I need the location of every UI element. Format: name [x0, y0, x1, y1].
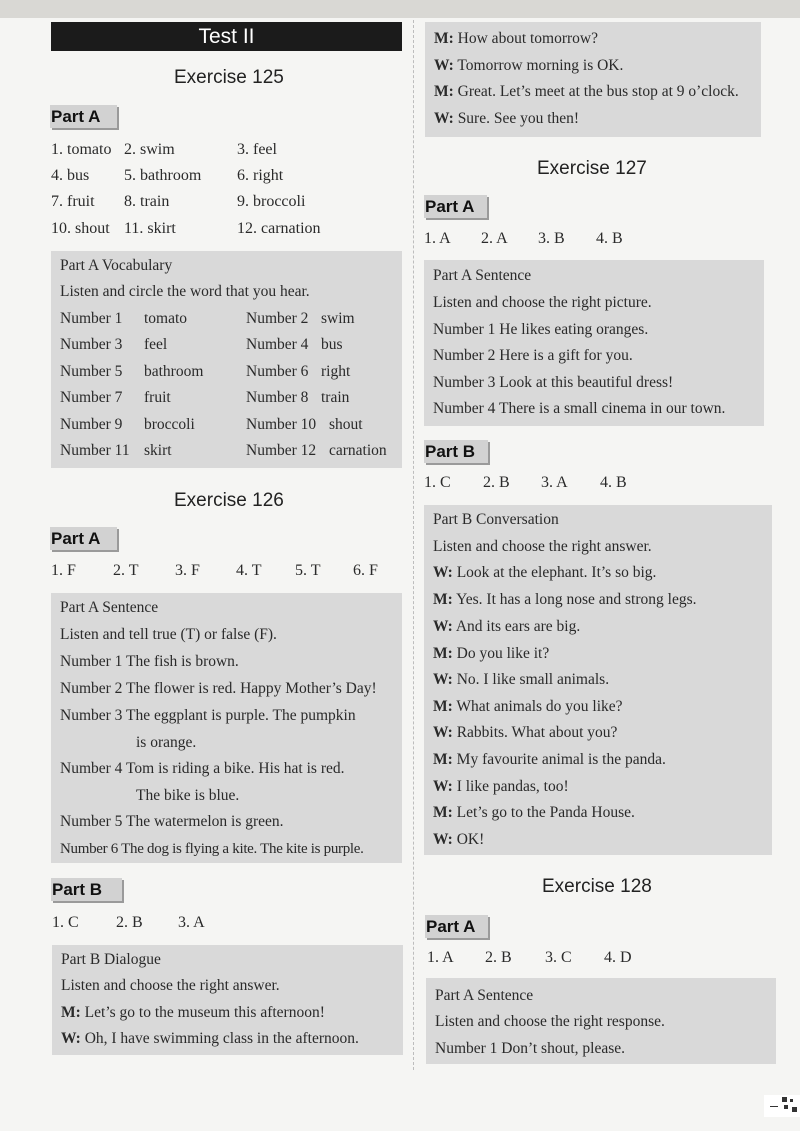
- box-instruction: Listen and tell true (T) or false (F).: [60, 626, 277, 643]
- answer: 2. B: [483, 474, 510, 491]
- exercise-128-heading: Exercise 128: [542, 876, 652, 897]
- sentence-line: Number 2 Here is a gift for you.: [433, 347, 633, 364]
- item-number: Number 1: [60, 310, 123, 327]
- sentence-line: Number 4 There is a small cinema in our town.: [433, 400, 726, 417]
- qr-code-icon: [764, 1095, 800, 1117]
- box-instruction: Listen and choose the right response.: [435, 1013, 665, 1030]
- dialogue-text: OK!: [456, 831, 485, 848]
- item-number: Number 4: [246, 336, 309, 353]
- answer: 5. T: [295, 562, 321, 579]
- answer: 6. F: [353, 562, 378, 579]
- answer: 1. tomato: [51, 141, 112, 158]
- sentence-line: Number 2 The flower is red. Happy Mother’s Day!: [60, 680, 377, 697]
- answer: 1. C: [52, 914, 79, 931]
- answer: 3. B: [538, 230, 565, 247]
- item-number: Number 9: [60, 416, 123, 433]
- ex125-part-a-label: Part A: [50, 105, 117, 128]
- dialogue-text: Look at the elephant. It’s so big.: [456, 564, 657, 581]
- exercise-125-heading: Exercise 125: [174, 67, 284, 88]
- sentence-line: Number 3 The eggplant is purple. The pumpkin: [60, 707, 356, 724]
- dialogue-text: Great. Let’s meet at the bus stop at 9 o’clock.: [457, 83, 739, 100]
- answer: 1. A: [427, 949, 454, 966]
- exercise-127-heading: Exercise 127: [537, 158, 647, 179]
- item-word: swim: [321, 310, 355, 327]
- speaker: M:: [433, 804, 453, 821]
- item-number: Number 10: [246, 416, 317, 433]
- dialogue-text: I like pandas, too!: [456, 778, 569, 795]
- ex128-part-a-label: Part A: [425, 915, 488, 938]
- answer: 4. bus: [51, 167, 90, 184]
- speaker: M:: [433, 698, 453, 715]
- item-word: fruit: [144, 389, 171, 406]
- answer: 8. train: [124, 193, 170, 210]
- item-number: Number 2: [246, 310, 309, 327]
- speaker: M:: [433, 645, 453, 662]
- box-title: Part A Sentence: [433, 267, 532, 284]
- answer: 1. C: [424, 474, 451, 491]
- answer: 3. C: [545, 949, 572, 966]
- answer: 7. fruit: [51, 193, 95, 210]
- item-number: Number 6: [246, 363, 309, 380]
- item-word: train: [321, 389, 350, 406]
- column-divider: [413, 20, 414, 1070]
- box-instruction: Listen and choose the right answer.: [433, 538, 652, 555]
- box-instruction: Listen and choose the right picture.: [433, 294, 652, 311]
- ex125-vocabulary-transcript: [51, 251, 402, 468]
- ex126-part-a-label: Part A: [50, 527, 117, 550]
- test-title: Test II: [51, 22, 402, 51]
- item-number: Number 5: [60, 363, 123, 380]
- speaker: M:: [434, 83, 454, 100]
- dialogue-continued: [425, 22, 761, 137]
- item-word: shout: [329, 416, 363, 433]
- dialogue-text: Yes. It has a long nose and strong legs.: [456, 591, 697, 608]
- speaker: W:: [434, 110, 454, 127]
- ex126-part-b-label: Part B: [51, 878, 122, 901]
- ex127-part-a-label: Part A: [424, 195, 487, 218]
- ex127-sentence-transcript: [424, 260, 764, 426]
- answer: 2. B: [116, 914, 143, 931]
- box-title: Part A Sentence: [435, 987, 534, 1004]
- ex126-dialogue-transcript: [52, 945, 403, 1055]
- item-word: broccoli: [144, 416, 195, 433]
- box-instruction: Listen and circle the word that you hear.: [60, 283, 310, 300]
- box-instruction: Listen and choose the right answer.: [61, 977, 280, 994]
- item-number: Number 12: [246, 442, 317, 459]
- item-word: bathroom: [144, 363, 204, 380]
- answer: 1. F: [51, 562, 76, 579]
- box-title: Part A Sentence: [60, 599, 159, 616]
- answer: 4. D: [604, 949, 632, 966]
- ex127-conversation-transcript: [424, 505, 772, 855]
- answer: 3. A: [178, 914, 205, 931]
- dialogue-text: Let’s go to the Panda House.: [456, 804, 635, 821]
- speaker: W:: [433, 618, 453, 635]
- item-number: Number 11: [60, 442, 130, 459]
- speaker: W:: [434, 57, 454, 74]
- answer: 4. T: [236, 562, 262, 579]
- answer: 3. A: [541, 474, 568, 491]
- answer: 12. carnation: [237, 220, 321, 237]
- speaker: W:: [433, 831, 453, 848]
- item-word: bus: [321, 336, 343, 353]
- answer: 4. B: [600, 474, 627, 491]
- sentence-line: Number 3 Look at this beautiful dress!: [433, 374, 674, 391]
- dialogue-text: Do you like it?: [456, 645, 550, 662]
- speaker: M:: [433, 591, 453, 608]
- ex126-sentence-transcript: [51, 593, 402, 863]
- answer: 10. shout: [51, 220, 110, 237]
- dialogue-text: Tomorrow morning is OK.: [457, 57, 624, 74]
- dialogue-text: How about tomorrow?: [457, 30, 599, 47]
- sentence-line: Number 6 The dog is flying a kite. The kite is purple.: [60, 841, 364, 857]
- speaker: M:: [61, 1004, 81, 1021]
- answer: 2. swim: [124, 141, 175, 158]
- ex127-part-b-label: Part B: [424, 440, 488, 463]
- item-word: right: [321, 363, 351, 380]
- box-title: Part B Conversation: [433, 511, 559, 528]
- item-word: skirt: [144, 442, 172, 459]
- answer: 3. feel: [237, 141, 277, 158]
- dialogue-text: What animals do you like?: [456, 698, 623, 715]
- dialogue-text: And its ears are big.: [455, 618, 581, 635]
- speaker: W:: [433, 778, 453, 795]
- speaker: W:: [61, 1030, 81, 1047]
- dialogue-text: My favourite animal is the panda.: [456, 751, 666, 768]
- item-word: tomato: [144, 310, 188, 327]
- sentence-line: Number 1 The fish is brown.: [60, 653, 239, 670]
- item-word: carnation: [329, 442, 387, 459]
- answer: 2. T: [113, 562, 139, 579]
- sentence-line: Number 5 The watermelon is green.: [60, 813, 284, 830]
- answer: 9. broccoli: [237, 193, 306, 210]
- dialogue-text: No. I like small animals.: [456, 671, 610, 688]
- dialogue-text: Sure. See you then!: [457, 110, 580, 127]
- answer: 2. B: [485, 949, 512, 966]
- box-title: Part B Dialogue: [61, 951, 161, 968]
- answer: 4. B: [596, 230, 623, 247]
- answer: 6. right: [237, 167, 284, 184]
- speaker: M:: [434, 30, 454, 47]
- sentence-line: The bike is blue.: [136, 787, 240, 804]
- sentence-line: is orange.: [136, 734, 197, 751]
- speaker: W:: [433, 564, 453, 581]
- ex128-sentence-transcript: [426, 978, 776, 1064]
- speaker: W:: [433, 724, 453, 741]
- dialogue-text: Rabbits. What about you?: [456, 724, 618, 741]
- answer: 1. A: [424, 230, 451, 247]
- answer: 5. bathroom: [124, 167, 202, 184]
- item-number: Number 8: [246, 389, 309, 406]
- box-title: Part A Vocabulary: [60, 257, 173, 274]
- sentence-line: Number 4 Tom is riding a bike. His hat is red.: [60, 760, 345, 777]
- speaker: M:: [433, 751, 453, 768]
- answer: 3. F: [175, 562, 200, 579]
- speaker: W:: [433, 671, 453, 688]
- page-top-edge: [0, 0, 800, 18]
- item-number: Number 3: [60, 336, 123, 353]
- answer: 11. skirt: [124, 220, 176, 237]
- sentence-line: Number 1 He likes eating oranges.: [433, 321, 649, 338]
- item-word: feel: [144, 336, 168, 353]
- answer: 2. A: [481, 230, 508, 247]
- item-number: Number 7: [60, 389, 123, 406]
- sentence-line: Number 1 Don’t shout, please.: [435, 1040, 625, 1057]
- dialogue-text: Let’s go to the museum this afternoon!: [84, 1004, 325, 1021]
- exercise-126-heading: Exercise 126: [174, 490, 284, 511]
- dialogue-text: Oh, I have swimming class in the afternoon.: [84, 1030, 359, 1047]
